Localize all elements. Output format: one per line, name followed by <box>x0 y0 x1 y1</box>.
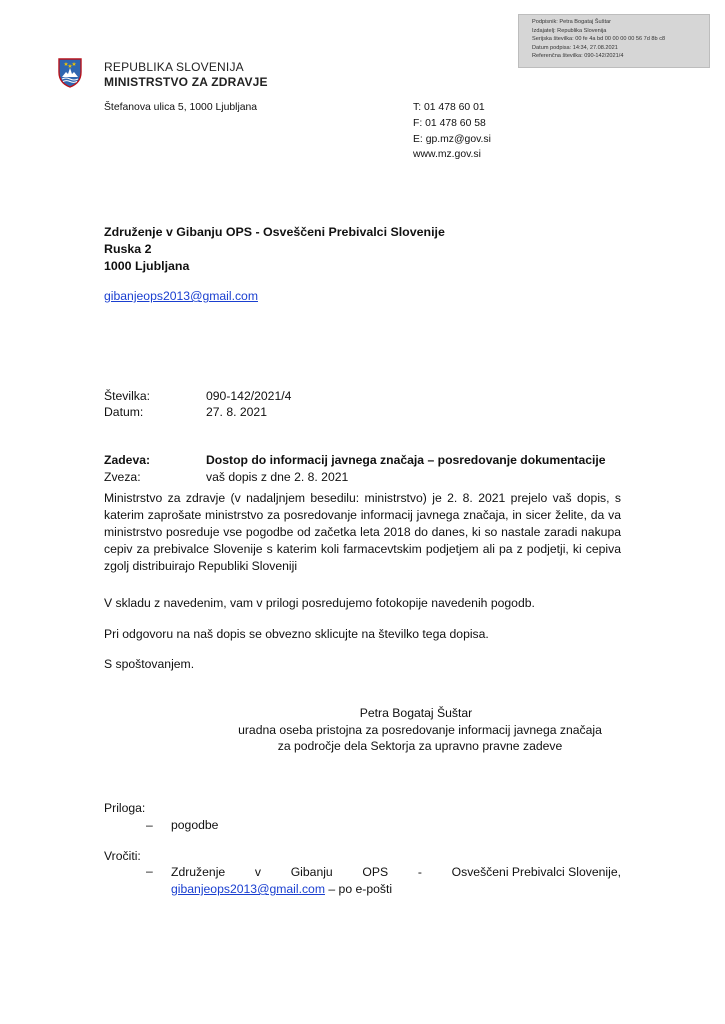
org-address: Štefanova ulica 5, 1000 Ljubljana <box>104 102 258 113</box>
reference-value: vaš dopis z dne 2. 8. 2021 <box>206 470 349 484</box>
contact-fax: F: 01 478 60 58 <box>413 118 486 129</box>
delivery-recipient-line2 <box>171 881 621 898</box>
subject-value: Dostop do informacij javnega značaja – posredovanje dokumentacije <box>206 453 606 467</box>
delivery-word-2: v <box>254 865 261 879</box>
delivery-method: – po e-pošti <box>324 882 393 896</box>
number-label: Številka: <box>104 389 151 403</box>
body-paragraph-2: V skladu z navedenim, vam v prilogi posredujemo fotokopije navedenih pogodb. <box>104 596 535 610</box>
delivery-word-1: Združenje <box>171 865 226 879</box>
delivery-word-5: - <box>417 865 422 879</box>
delivery-word-4: OPS <box>362 865 389 879</box>
signature-serial: Serijska številka: 00 fe 4a bd 00 00 00 00 56 7d 8b c8 <box>532 36 666 43</box>
recipient-street: Ruska 2 <box>104 242 152 256</box>
signer-title-2: za področje dela Sektorja za upravno pravne zadeve <box>277 739 563 753</box>
org-name-line2: MINISTRSTVO ZA ZDRAVJE <box>104 75 268 89</box>
recipient-city: 1000 Ljubljana <box>104 259 190 273</box>
attachment-dash: – <box>146 818 153 832</box>
delivery-email-link[interactable]: gibanjeops2013@gmail.com <box>171 882 325 896</box>
closing-line: S spoštovanjem. <box>104 657 195 671</box>
reference-label: Zveza: <box>104 470 141 484</box>
org-name-line1: REPUBLIKA SLOVENIJA <box>104 60 244 74</box>
contact-email: E: gp.mz@gov.si <box>413 134 491 145</box>
delivery-word-6: Osveščeni Prebivalci Slovenije, <box>451 865 621 879</box>
contact-phone: T: 01 478 60 01 <box>413 102 485 113</box>
signature-signer: Podpisnik: Petra Bogataj Šuštar <box>532 19 611 25</box>
recipient-name: Združenje v Gibanju OPS - Osveščeni Prebivalci Slovenije <box>104 225 445 239</box>
subject-label: Zadeva: <box>104 453 151 467</box>
coat-of-arms-icon <box>58 58 82 88</box>
date-label: Datum: <box>104 405 144 419</box>
date-value: 27. 8. 2021 <box>206 405 267 419</box>
attachment-label: Priloga: <box>104 801 146 815</box>
signature-date: Datum podpisa: 14:34, 27.08.2021 <box>532 44 618 51</box>
delivery-dash: – <box>146 864 153 878</box>
digital-signature-box <box>518 14 710 68</box>
delivery-label: Vročiti: <box>104 849 141 863</box>
attachment-item: pogodbe <box>171 818 219 832</box>
signer-name: Petra Bogataj Šuštar <box>359 706 473 720</box>
signer-title-1: uradna oseba pristojna za posredovanje informacij javnega značaja <box>238 723 602 737</box>
signature-issuer: Izdajatelj: Republika Slovenija <box>532 27 607 34</box>
delivery-recipient <box>171 864 621 898</box>
recipient-email-link[interactable]: gibanjeops2013@gmail.com <box>104 289 258 303</box>
number-value: 090-142/2021/4 <box>206 389 292 403</box>
body-paragraph-3: Pri odgovoru na naš dopis se obvezno sklicujte na številko tega dopisa. <box>104 627 489 641</box>
delivery-recipient-line1 <box>171 864 621 881</box>
body-paragraph-1: Ministrstvo za zdravje (v nadaljnjem besedilu: ministrstvo) je 2. 8. 2021 prejelo vaš dopis, s katerim zaprošate ministrstvo za posredovanje informacij javnega značaja, in sicer želite, da va ministrstvo posreduje vse pogodbe od začetka leta 2018 do danes, ki so nastale zaradi nakupa cepiv za prebivalce Slovenije s katerim koli farmacevtskim podjetjem ali pa z podjetji, ki cepiva zgolj distribuirajo Republiki Sloveniji <box>104 491 621 573</box>
delivery-word-3: Gibanju <box>290 865 333 879</box>
signature-reference: Referenčna številka: 090-142/2021/4 <box>532 53 624 60</box>
contact-web: www.mz.gov.si <box>413 149 481 160</box>
